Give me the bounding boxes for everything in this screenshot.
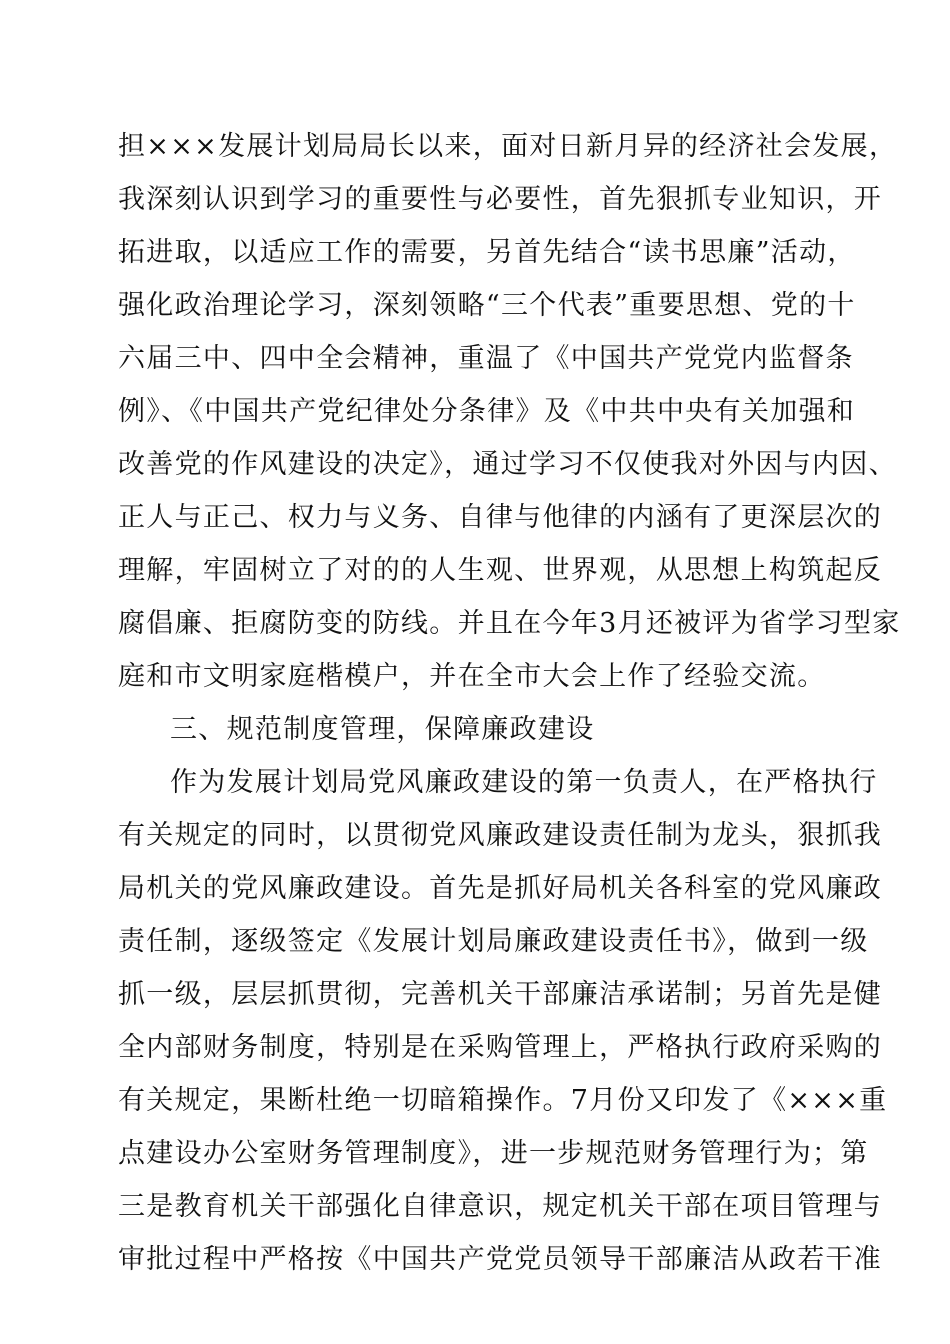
body-text-line: 改善党的作风建设的决定》，通过学习不仅使我对外因与内因、 [118,449,897,480]
body-text-line: 责任制，逐级签定《发展计划局廉政建设责任书》，做到一级 [118,926,869,957]
body-text-line: 我深刻认识到学习的重要性与必要性，首先狠抓专业知识，开 [118,184,883,215]
body-text-line: 腐倡廉、拒腐防变的防线。并且在今年3月还被评为省学习型家 [118,608,901,639]
body-text-line: 全内部财务制度，特别是在采购管理上，严格执行政府采购的 [118,1032,883,1063]
body-text-line: 担×××发展计划局局长以来，面对日新月异的经济社会发展， [118,131,898,162]
body-text-line: 理解，牢固树立了对的的人生观、世界观，从思想上构筑起反 [118,555,883,586]
body-text-line: 作为发展计划局党风廉政建设的第一负责人，在严格执行 [170,767,878,798]
body-text-line: 例》、《中国共产党纪律处分条律》及《中共中央有关加强和 [118,396,856,427]
body-text-line: 局机关的党风廉政建设。首先是抓好局机关各科室的党风廉政 [118,873,883,904]
section-heading: 三、规范制度管理，保障廉政建设 [170,714,595,745]
body-text-line: 强化政治理论学习，深刻领略“三个代表”重要思想、党的十 [118,290,856,321]
body-text-line: 点建设办公室财务管理制度》，进一步规范财务管理行为；第 [118,1138,869,1169]
body-text-line: 六届三中、四中全会精神，重温了《中国共产党党内监督条 [118,343,854,374]
body-text-line: 抓一级，层层抓贯彻，完善机关干部廉洁承诺制；另首先是健 [118,979,883,1010]
body-text-line: 拓进取，以适应工作的需要，另首先结合“读书思廉”活动， [118,237,856,268]
body-text-line: 审批过程中严格按《中国共产党党员领导干部廉洁从政若干准 [118,1244,883,1275]
body-text-line: 有关规定的同时，以贯彻党风廉政建设责任制为龙头，狠抓我 [118,820,883,851]
body-text-line: 庭和市文明家庭楷模户，并在全市大会上作了经验交流。 [118,661,826,692]
body-text-line: 正人与正己、权力与义务、自律与他律的内涵有了更深层次的 [118,502,883,533]
body-text-line: 三是教育机关干部强化自律意识，规定机关干部在项目管理与 [118,1191,883,1222]
body-text-line: 有关规定，果断杜绝一切暗箱操作。7月份又印发了《×××重 [118,1085,888,1116]
